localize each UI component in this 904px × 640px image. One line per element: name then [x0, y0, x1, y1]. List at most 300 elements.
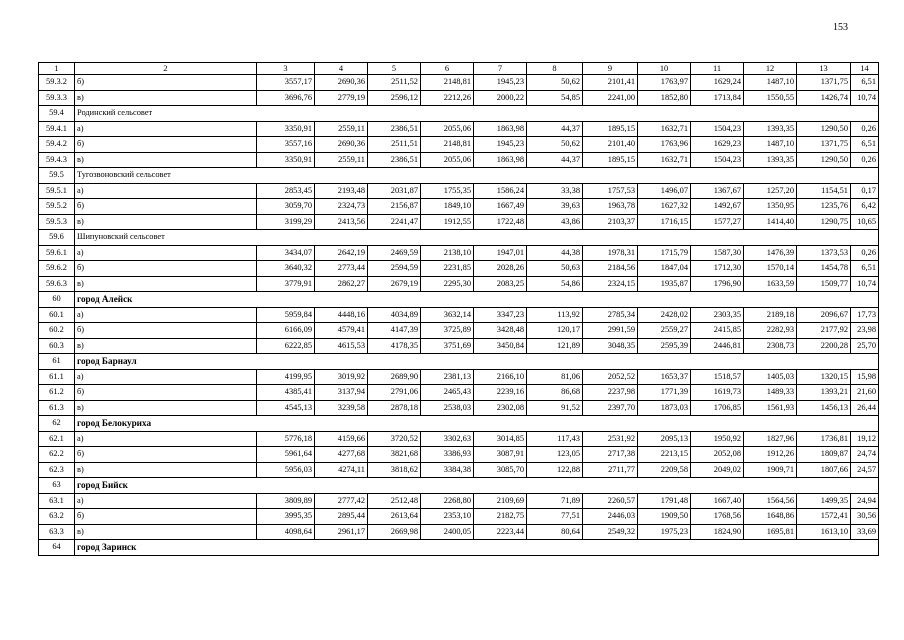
city-name: город Белокуриха [75, 416, 879, 432]
row-code: 59.4.2 [39, 137, 75, 153]
value-cell: 25,70 [851, 338, 879, 354]
table-row [39, 137, 879, 153]
table-row [39, 183, 879, 199]
value-cell: 1827,96 [744, 431, 797, 447]
value-cell: 2184,56 [583, 261, 638, 277]
row-code: 64 [39, 540, 75, 556]
value-cell: 1847,04 [638, 261, 691, 277]
table-row [39, 261, 879, 277]
value-cell: 1791,48 [638, 493, 691, 509]
value-cell: 2773,44 [315, 261, 368, 277]
row-code: 59.6.1 [39, 245, 75, 261]
value-cell: 23,98 [851, 323, 879, 339]
column-number-cell: 9 [583, 63, 638, 75]
value-cell: 4274,11 [315, 462, 368, 478]
value-cell: 1393,35 [744, 152, 797, 168]
column-number-cell: 7 [474, 63, 527, 75]
city-heading-row [39, 354, 879, 370]
row-code: 59.4.3 [39, 152, 75, 168]
value-cell: 44,37 [527, 152, 583, 168]
row-code: 60.3 [39, 338, 75, 354]
value-cell: 10,74 [851, 276, 879, 292]
value-cell: 2469,59 [368, 245, 421, 261]
value-cell: 6,51 [851, 137, 879, 153]
value-cell: 122,88 [527, 462, 583, 478]
value-cell: 2028,26 [474, 261, 527, 277]
value-cell: 1550,55 [744, 90, 797, 106]
row-code: 62.1 [39, 431, 75, 447]
value-cell: 1667,40 [691, 493, 744, 509]
table-row [39, 152, 879, 168]
value-cell: 1504,23 [691, 152, 744, 168]
value-cell: 1320,15 [797, 369, 851, 385]
value-cell: 3428,48 [474, 323, 527, 339]
value-cell: 1393,35 [744, 121, 797, 137]
value-cell: 10,65 [851, 214, 879, 230]
value-cell: 1895,15 [583, 152, 638, 168]
value-cell: 2711,77 [583, 462, 638, 478]
value-cell: 3557,17 [257, 75, 315, 91]
row-code: 60.1 [39, 307, 75, 323]
row-code: 59.5.1 [39, 183, 75, 199]
table-row [39, 75, 879, 91]
value-cell: 3048,35 [583, 338, 638, 354]
row-label: в) [75, 462, 257, 478]
value-cell: 1807,66 [797, 462, 851, 478]
row-code: 61.2 [39, 385, 75, 401]
row-code: 60.2 [39, 323, 75, 339]
settlement-heading-row [39, 230, 879, 246]
value-cell: 2531,92 [583, 431, 638, 447]
value-cell: 6,42 [851, 199, 879, 215]
value-cell: 2596,12 [368, 90, 421, 106]
value-cell: 2791,06 [368, 385, 421, 401]
value-cell: 2052,52 [583, 369, 638, 385]
value-cell: 2613,64 [368, 509, 421, 525]
value-cell: 1716,15 [638, 214, 691, 230]
value-cell: 3137,94 [315, 385, 368, 401]
value-cell: 2302,08 [474, 400, 527, 416]
value-cell: 2268,80 [421, 493, 474, 509]
row-label: а) [75, 307, 257, 323]
column-number-cell: 14 [851, 63, 879, 75]
value-cell: 2689,90 [368, 369, 421, 385]
table-row [39, 307, 879, 323]
value-cell: 2777,42 [315, 493, 368, 509]
value-cell: 1577,27 [691, 214, 744, 230]
value-cell: 2101,41 [583, 75, 638, 91]
row-label: в) [75, 276, 257, 292]
row-code: 59.6.3 [39, 276, 75, 292]
value-cell: 1492,67 [691, 199, 744, 215]
value-cell: 3779,91 [257, 276, 315, 292]
row-code: 59.4 [39, 106, 75, 122]
column-number-cell: 1 [39, 63, 75, 75]
table-row [39, 524, 879, 540]
value-cell: 2690,36 [315, 75, 368, 91]
value-cell: 2241,47 [368, 214, 421, 230]
value-cell: 2295,30 [421, 276, 474, 292]
column-number-cell: 11 [691, 63, 744, 75]
row-label: б) [75, 323, 257, 339]
row-code: 62 [39, 416, 75, 432]
value-cell: 2353,10 [421, 509, 474, 525]
value-cell: 3384,38 [421, 462, 474, 478]
value-cell: 2103,37 [583, 214, 638, 230]
value-cell: 3350,91 [257, 152, 315, 168]
value-cell: 2156,87 [368, 199, 421, 215]
value-cell: 1290,75 [797, 214, 851, 230]
value-cell: 2428,02 [638, 307, 691, 323]
settlement-name: Родинский сельсовет [75, 106, 879, 122]
value-cell: 3751,69 [421, 338, 474, 354]
value-cell: 2397,70 [583, 400, 638, 416]
value-cell: 1619,73 [691, 385, 744, 401]
value-cell: 2193,48 [315, 183, 368, 199]
value-cell: 50,63 [527, 261, 583, 277]
value-cell: 3450,84 [474, 338, 527, 354]
value-cell: 1487,10 [744, 75, 797, 91]
value-cell: 30,56 [851, 509, 879, 525]
value-cell: 1895,15 [583, 121, 638, 137]
row-label: в) [75, 524, 257, 540]
value-cell: 4545,13 [257, 400, 315, 416]
value-cell: 4448,16 [315, 307, 368, 323]
row-label: в) [75, 90, 257, 106]
value-cell: 2559,27 [638, 323, 691, 339]
value-cell: 1613,10 [797, 524, 851, 540]
value-cell: 1371,75 [797, 75, 851, 91]
value-cell: 1757,53 [583, 183, 638, 199]
value-cell: 4159,66 [315, 431, 368, 447]
value-cell: 2511,51 [368, 137, 421, 153]
column-number-cell: 4 [315, 63, 368, 75]
value-cell: 21,60 [851, 385, 879, 401]
value-cell: 2239,16 [474, 385, 527, 401]
table-row [39, 323, 879, 339]
value-cell: 2209,58 [638, 462, 691, 478]
value-cell: 1796,90 [691, 276, 744, 292]
value-cell: 4147,39 [368, 323, 421, 339]
table-row [39, 121, 879, 137]
value-cell: 1849,10 [421, 199, 474, 215]
value-cell: 3720,52 [368, 431, 421, 447]
row-label: б) [75, 385, 257, 401]
value-cell: 1824,90 [691, 524, 744, 540]
table-row [39, 214, 879, 230]
value-cell: 1763,97 [638, 75, 691, 91]
value-cell: 3199,29 [257, 214, 315, 230]
value-cell: 4034,89 [368, 307, 421, 323]
row-code: 61.3 [39, 400, 75, 416]
tariff-table [38, 62, 879, 556]
value-cell: 1570,14 [744, 261, 797, 277]
value-cell: 1350,95 [744, 199, 797, 215]
value-cell: 6,51 [851, 261, 879, 277]
value-cell: 3302,63 [421, 431, 474, 447]
value-cell: 2083,25 [474, 276, 527, 292]
row-label: б) [75, 447, 257, 463]
value-cell: 1235,76 [797, 199, 851, 215]
row-code: 59.3.2 [39, 75, 75, 91]
row-label: а) [75, 245, 257, 261]
value-cell: 3347,23 [474, 307, 527, 323]
value-cell: 1909,71 [744, 462, 797, 478]
table-row [39, 276, 879, 292]
value-cell: 33,38 [527, 183, 583, 199]
value-cell: 3818,62 [368, 462, 421, 478]
value-cell: 91,52 [527, 400, 583, 416]
value-cell: 1950,92 [691, 431, 744, 447]
row-label: а) [75, 493, 257, 509]
city-name: город Алейск [75, 292, 879, 308]
value-cell: 2000,22 [474, 90, 527, 106]
value-cell: 4615,53 [315, 338, 368, 354]
row-code: 59.5.3 [39, 214, 75, 230]
value-cell: 117,43 [527, 431, 583, 447]
value-cell: 1367,67 [691, 183, 744, 199]
row-code: 63.3 [39, 524, 75, 540]
value-cell: 6166,09 [257, 323, 315, 339]
value-cell: 3632,14 [421, 307, 474, 323]
table-row [39, 447, 879, 463]
column-number-cell: 12 [744, 63, 797, 75]
value-cell: 1713,84 [691, 90, 744, 106]
value-cell: 2559,11 [315, 121, 368, 137]
value-cell: 2895,44 [315, 509, 368, 525]
column-number-cell: 8 [527, 63, 583, 75]
value-cell: 6222,85 [257, 338, 315, 354]
table-row [39, 369, 879, 385]
value-cell: 2237,98 [583, 385, 638, 401]
value-cell: 4385,41 [257, 385, 315, 401]
value-cell: 1487,10 [744, 137, 797, 153]
row-code: 59.6.2 [39, 261, 75, 277]
row-label: а) [75, 369, 257, 385]
value-cell: 2862,27 [315, 276, 368, 292]
value-cell: 1945,23 [474, 137, 527, 153]
value-cell: 3809,89 [257, 493, 315, 509]
row-label: б) [75, 75, 257, 91]
value-cell: 24,57 [851, 462, 879, 478]
row-code: 62.2 [39, 447, 75, 463]
value-cell: 1257,20 [744, 183, 797, 199]
value-cell: 1561,93 [744, 400, 797, 416]
value-cell: 71,89 [527, 493, 583, 509]
table-row [39, 493, 879, 509]
value-cell: 2213,15 [638, 447, 691, 463]
value-cell: 1518,57 [691, 369, 744, 385]
column-number-cell: 13 [797, 63, 851, 75]
value-cell: 2052,08 [691, 447, 744, 463]
value-cell: 1290,50 [797, 152, 851, 168]
value-cell: 2095,13 [638, 431, 691, 447]
value-cell: 81,06 [527, 369, 583, 385]
value-cell: 2853,45 [257, 183, 315, 199]
row-label: а) [75, 183, 257, 199]
value-cell: 1912,55 [421, 214, 474, 230]
value-cell: 3696,76 [257, 90, 315, 106]
value-cell: 1154,51 [797, 183, 851, 199]
value-cell: 1564,56 [744, 493, 797, 509]
value-cell: 4277,68 [315, 447, 368, 463]
table-row [39, 509, 879, 525]
value-cell: 2511,52 [368, 75, 421, 91]
value-cell: 3087,91 [474, 447, 527, 463]
value-cell: 1963,78 [583, 199, 638, 215]
value-cell: 2182,75 [474, 509, 527, 525]
value-cell: 24,74 [851, 447, 879, 463]
value-cell: 1771,39 [638, 385, 691, 401]
value-cell: 77,51 [527, 509, 583, 525]
value-cell: 3725,89 [421, 323, 474, 339]
value-cell: 1426,74 [797, 90, 851, 106]
row-code: 61.1 [39, 369, 75, 385]
value-cell: 39,63 [527, 199, 583, 215]
value-cell: 1456,13 [797, 400, 851, 416]
value-cell: 1909,50 [638, 509, 691, 525]
value-cell: 2413,56 [315, 214, 368, 230]
value-cell: 1414,40 [744, 214, 797, 230]
value-cell: 44,38 [527, 245, 583, 261]
value-cell: 5956,03 [257, 462, 315, 478]
value-cell: 2669,98 [368, 524, 421, 540]
value-cell: 2717,38 [583, 447, 638, 463]
value-cell: 1586,24 [474, 183, 527, 199]
row-code: 61 [39, 354, 75, 370]
value-cell: 0,26 [851, 152, 879, 168]
value-cell: 2690,36 [315, 137, 368, 153]
value-cell: 1629,24 [691, 75, 744, 91]
value-cell: 1945,23 [474, 75, 527, 91]
value-cell: 33,69 [851, 524, 879, 540]
row-code: 59.5 [39, 168, 75, 184]
value-cell: 2212,26 [421, 90, 474, 106]
value-cell: 0,17 [851, 183, 879, 199]
value-cell: 0,26 [851, 121, 879, 137]
value-cell: 1763,96 [638, 137, 691, 153]
row-label: в) [75, 338, 257, 354]
value-cell: 1947,01 [474, 245, 527, 261]
table-row [39, 245, 879, 261]
column-number-cell: 5 [368, 63, 421, 75]
table-row [39, 90, 879, 106]
column-number-cell: 2 [75, 63, 257, 75]
value-cell: 1373,53 [797, 245, 851, 261]
value-cell: 2878,18 [368, 400, 421, 416]
value-cell: 1504,23 [691, 121, 744, 137]
value-cell: 4579,41 [315, 323, 368, 339]
value-cell: 2549,32 [583, 524, 638, 540]
value-cell: 3386,93 [421, 447, 474, 463]
value-cell: 54,85 [527, 90, 583, 106]
table-row [39, 400, 879, 416]
row-code: 60 [39, 292, 75, 308]
value-cell: 2961,17 [315, 524, 368, 540]
value-cell: 2324,15 [583, 276, 638, 292]
value-cell: 2260,57 [583, 493, 638, 509]
value-cell: 1632,71 [638, 152, 691, 168]
row-code: 62.3 [39, 462, 75, 478]
row-label: в) [75, 400, 257, 416]
value-cell: 6,51 [851, 75, 879, 91]
value-cell: 2148,81 [421, 137, 474, 153]
value-cell: 1489,33 [744, 385, 797, 401]
value-cell: 2303,35 [691, 307, 744, 323]
settlement-heading-row [39, 106, 879, 122]
value-cell: 1499,35 [797, 493, 851, 509]
value-cell: 2642,19 [315, 245, 368, 261]
value-cell: 2200,28 [797, 338, 851, 354]
row-code: 59.6 [39, 230, 75, 246]
value-cell: 2595,39 [638, 338, 691, 354]
value-cell: 2446,81 [691, 338, 744, 354]
city-heading-row [39, 540, 879, 556]
value-cell: 1863,98 [474, 121, 527, 137]
column-number-cell: 3 [257, 63, 315, 75]
value-cell: 3640,32 [257, 261, 315, 277]
value-cell: 3085,70 [474, 462, 527, 478]
value-cell: 3350,91 [257, 121, 315, 137]
value-cell: 1476,39 [744, 245, 797, 261]
value-cell: 1736,81 [797, 431, 851, 447]
value-cell: 15,98 [851, 369, 879, 385]
value-cell: 1863,98 [474, 152, 527, 168]
value-cell: 121,89 [527, 338, 583, 354]
settlement-name: Шипуновский сельсовет [75, 230, 879, 246]
row-label: а) [75, 431, 257, 447]
column-number-row [39, 63, 879, 75]
value-cell: 1587,30 [691, 245, 744, 261]
row-label: б) [75, 199, 257, 215]
row-code: 59.5.2 [39, 199, 75, 215]
value-cell: 2231,85 [421, 261, 474, 277]
value-cell: 2031,87 [368, 183, 421, 199]
value-cell: 2785,34 [583, 307, 638, 323]
value-cell: 1405,03 [744, 369, 797, 385]
value-cell: 43,86 [527, 214, 583, 230]
value-cell: 3239,58 [315, 400, 368, 416]
value-cell: 2189,18 [744, 307, 797, 323]
value-cell: 2101,40 [583, 137, 638, 153]
value-cell: 2055,06 [421, 152, 474, 168]
value-cell: 1935,87 [638, 276, 691, 292]
city-name: город Заринск [75, 540, 879, 556]
value-cell: 17,73 [851, 307, 879, 323]
value-cell: 2096,67 [797, 307, 851, 323]
city-name: город Бийск [75, 478, 879, 494]
value-cell: 1633,59 [744, 276, 797, 292]
value-cell: 4098,64 [257, 524, 315, 540]
value-cell: 2308,73 [744, 338, 797, 354]
value-cell: 2223,44 [474, 524, 527, 540]
value-cell: 1755,35 [421, 183, 474, 199]
value-cell: 4199,95 [257, 369, 315, 385]
city-heading-row [39, 416, 879, 432]
value-cell: 1454,78 [797, 261, 851, 277]
value-cell: 1852,80 [638, 90, 691, 106]
value-cell: 2779,19 [315, 90, 368, 106]
value-cell: 2324,73 [315, 199, 368, 215]
value-cell: 2465,43 [421, 385, 474, 401]
page-number: 153 [833, 22, 848, 33]
value-cell: 0,26 [851, 245, 879, 261]
value-cell: 44,37 [527, 121, 583, 137]
value-cell: 2148,81 [421, 75, 474, 91]
value-cell: 2241,00 [583, 90, 638, 106]
value-cell: 2109,69 [474, 493, 527, 509]
value-cell: 86,68 [527, 385, 583, 401]
